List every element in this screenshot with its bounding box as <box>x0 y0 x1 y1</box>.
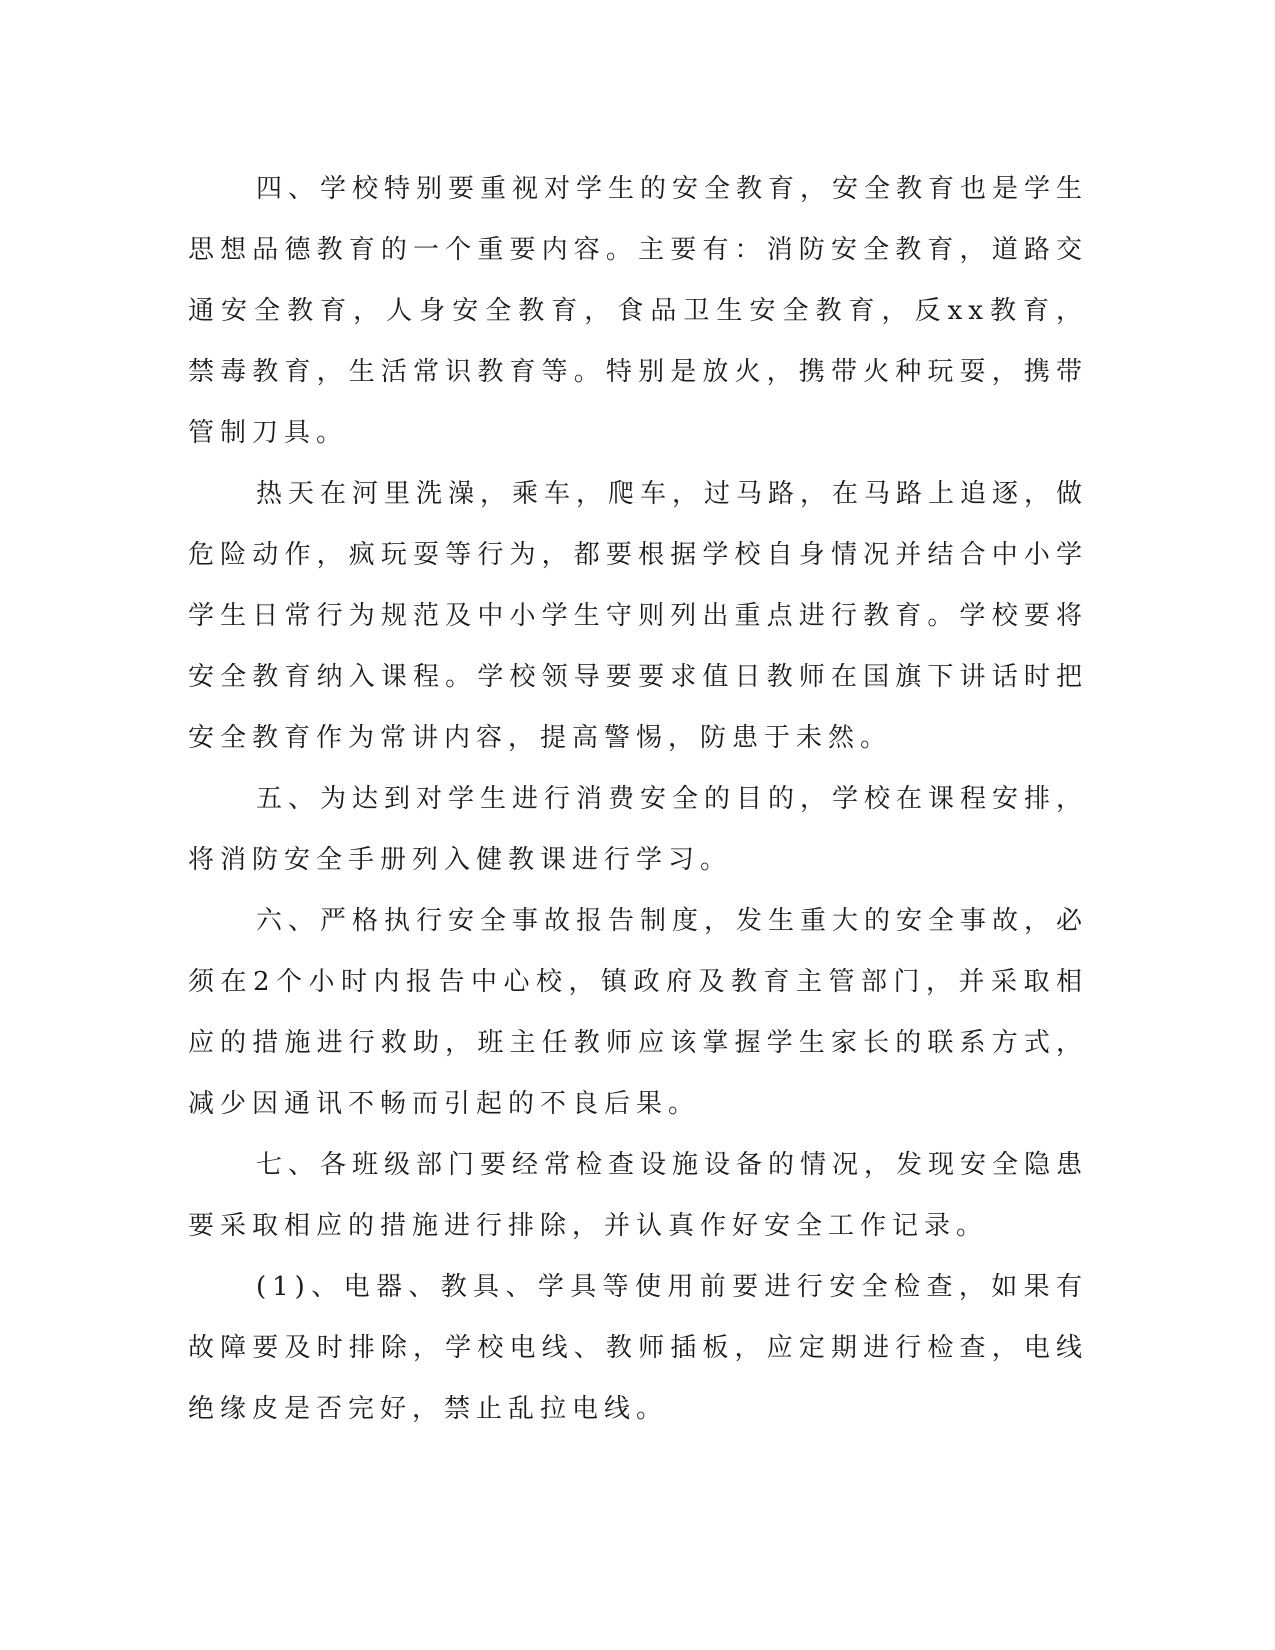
paragraph-section-five: 五、为达到对学生进行消费安全的目的，学校在课程安排，将消防安全手册列入健教课进行学习。 <box>188 784 1089 875</box>
paragraph-section-four: 四、学校特别要重视对学生的安全教育，安全教育也是学生思想品德教育的一个重要内容。主要有：消防安全教育，道路交通安全教育，人身安全教育，食品卫生安全教育，反xx教育，禁毒教育，生活常识教育等。特别是放火，携带火种玩耍，携带管制刀具。 <box>188 174 1089 448</box>
paragraph-item-one: (1)、电器、教具、学具等使用前要进行安全检查，如果有故障要及时排除，学校电线、教师插板，应定期进行检查，电线绝缘皮是否完好，禁止乱拉电线。 <box>188 1272 1088 1424</box>
paragraph-safety-behaviors: 热天在河里洗澡，乘车，爬车，过马路，在马路上追逐，做危险动作，疯玩耍等行为，都要根据学校自身情况并结合中小学学生日常行为规范及中小学生守则列出重点进行教育。学校要将安全教育纳入课程。学校领导要要求值日教师在国旗下讲话时把安全教育作为常讲内容，提高警惕，防患于未然。 <box>188 479 1089 753</box>
paragraph-section-seven: 七、各班级部门要经常检查设施设备的情况，发现安全隐患要采取相应的措施进行排除，并认真作好安全工作记录。 <box>188 1150 1089 1241</box>
document-body <box>188 159 1088 1440</box>
paragraph-section-six: 六、严格执行安全事故报告制度，发生重大的安全事故，必须在2个小时内报告中心校，镇政府及教育主管部门，并采取相应的措施进行救助，班主任教师应该掌握学生家长的联系方式，减少因通讯不畅而引起的不良后果。 <box>188 906 1089 1119</box>
